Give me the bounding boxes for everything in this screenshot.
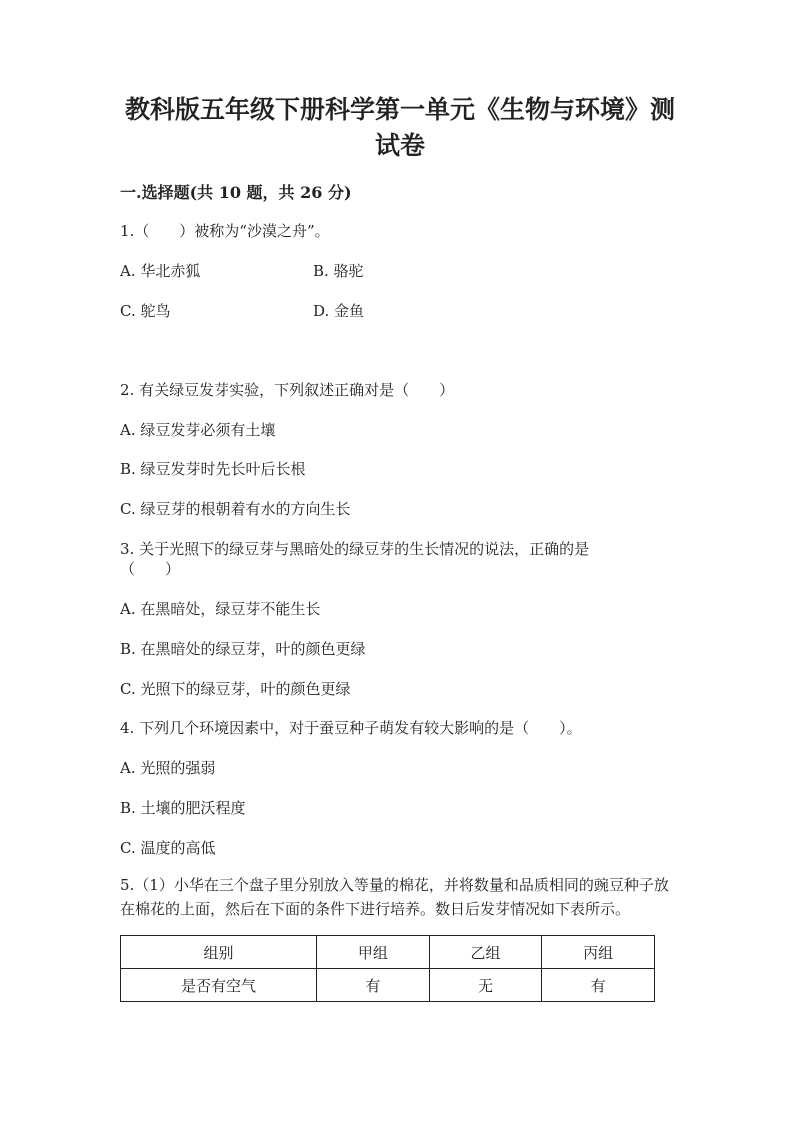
title-line-2: 试卷	[374, 131, 425, 160]
question-2-option-c: C. 绿豆芽的根朝着有水的方向生长	[120, 500, 351, 518]
section-heading: 一.选择题(共 10 题，共 26 分)	[120, 183, 352, 202]
question-5-stem: 5.（1）小华在三个盘子里分别放入等量的棉花，并将数量和品质相同的豌豆种子放在棉花的上面，然后在下面的条件下进行培养。数日后发芽情况如下表所示。	[120, 876, 669, 918]
question-4-stem: 4. 下列几个环境因素中，对于蚕豆种子萌发有较大影响的是（ ）。	[120, 719, 582, 737]
results-table	[120, 935, 655, 1002]
question-2-stem: 2. 有关绿豆发芽实验，下列叙述正确对是（ ）	[120, 381, 455, 399]
page-title	[100, 92, 700, 164]
table-header-cell: 乙组	[429, 936, 542, 969]
question-4-option-a: A. 光照的强弱	[120, 759, 216, 777]
table-row	[121, 969, 655, 1002]
table-cell: 有	[542, 969, 655, 1002]
question-3-option-b: B. 在黑暗处的绿豆芽，叶的颜色更绿	[120, 640, 366, 658]
table-header-cell: 丙组	[542, 936, 655, 969]
question-3-option-a: A. 在黑暗处，绿豆芽不能生长	[120, 600, 321, 618]
question-1-stem: 1.（ ）被称为“沙漠之舟”。	[120, 222, 330, 240]
question-3-stem-line-1: 3. 关于光照下的绿豆芽与黑暗处的绿豆芽的生长情况的说法，正确的是	[120, 540, 590, 558]
question-2-option-a: A. 绿豆发芽必须有土壤	[120, 421, 276, 439]
question-1-option-b: B. 骆驼	[313, 262, 364, 280]
title-line-1: 教科版五年级下册科学第一单元《生物与环境》测	[124, 95, 675, 124]
question-3-stem-line-2: （ ）	[120, 560, 181, 578]
table-header-cell: 组别	[121, 936, 317, 969]
question-4-option-c: C. 温度的高低	[120, 839, 216, 857]
question-1-option-d: D. 金鱼	[313, 302, 365, 320]
table-cell: 有	[317, 969, 430, 1002]
table-header-cell: 甲组	[317, 936, 430, 969]
question-4-option-b: B. 土壤的肥沃程度	[120, 799, 246, 817]
question-1-option-a: A. 华北赤狐	[120, 262, 201, 280]
table-cell: 无	[429, 969, 542, 1002]
question-3-option-c: C. 光照下的绿豆芽，叶的颜色更绿	[120, 680, 351, 698]
table-cell: 是否有空气	[121, 969, 317, 1002]
question-1-option-c: C. 鸵鸟	[120, 302, 171, 320]
question-2-option-b: B. 绿豆发芽时先长叶后长根	[120, 460, 306, 478]
table-header-row	[121, 936, 655, 969]
